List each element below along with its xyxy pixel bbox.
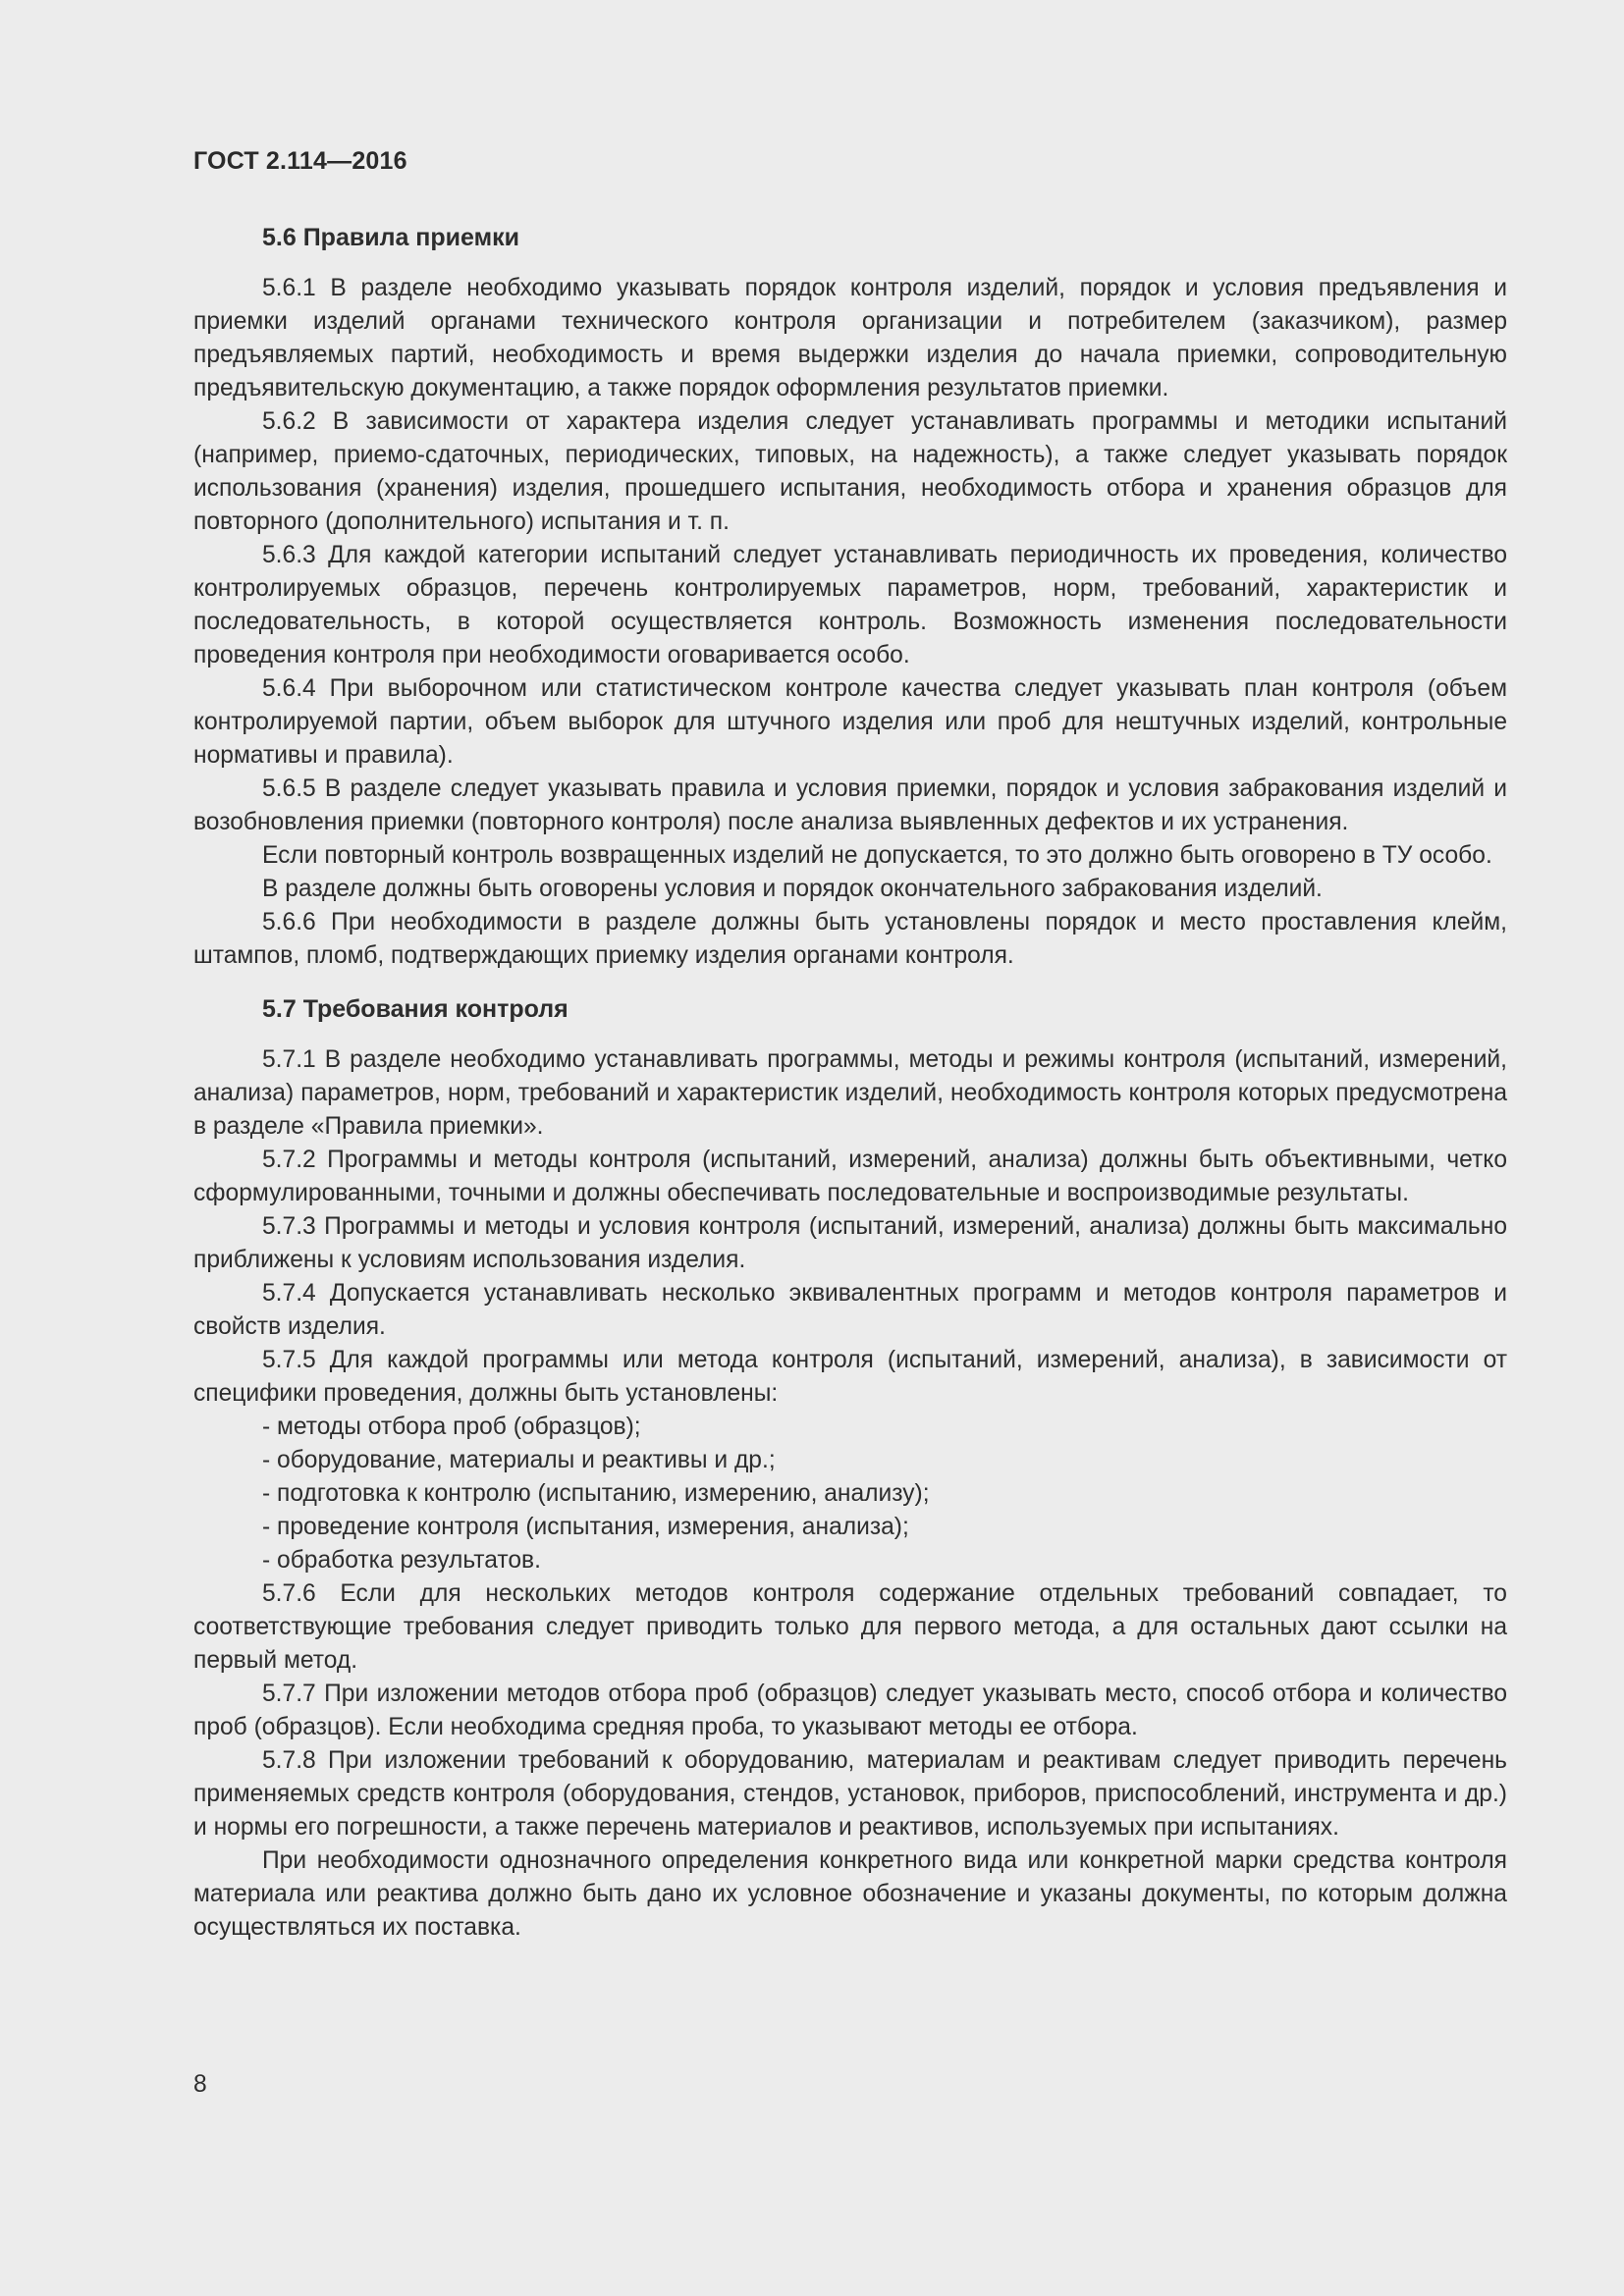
paragraph-5-7-2: 5.7.2 Программы и методы контроля (испытаний, измерений, анализа) должны быть объективными, четко сформулированными, точными и должны обеспечивать последовательные и воспроизводимые результаты. (193, 1147, 1507, 1206)
paragraph-5-6-5-note-1: Если повторный контроль возвращенных изделий не допускается, то это должно быть оговорено в ТУ особо. (262, 842, 1492, 869)
paragraph-5-7-7: 5.7.7 При изложении методов отбора проб (образцов) следует указывать место, способ отбора и количество проб (образцов). Если необходима средняя проба, то указывают методы ее отбора. (193, 1681, 1507, 1740)
paragraph-5-7-8: 5.7.8 При изложении требований к оборудованию, материалам и реактивам следует приводить перечень применяемых средств контроля (оборудования, стендов, установок, приборов, приспособлений, инструмента и др.) и нормы его погрешности, а также перечень материалов и реактивов, используемых при испытаниях. (193, 1747, 1507, 1841)
paragraph-5-6-1: 5.6.1 В разделе необходимо указывать порядок контроля изделий, порядок и условия предъявления и приемки изделий органами технического контроля организации и потребителем (заказчиком), размер предъявляемых партий, необходимость и время выдержки изделия до начала приемки, сопроводительную предъявительскую документацию, а также порядок оформления результатов приемки. (193, 275, 1507, 401)
document-header: ГОСТ 2.114—2016 (193, 147, 407, 175)
paragraph-5-7-4: 5.7.4 Допускается устанавливать несколько эквивалентных программ и методов контроля параметров и свойств изделия. (193, 1280, 1507, 1340)
list-item: - подготовка к контролю (испытанию, измерению, анализу); (262, 1480, 930, 1507)
document-body (193, 221, 1507, 1945)
section-title-5-7: 5.7 Требования контроля (262, 995, 568, 1023)
paragraph-5-6-5-note-2: В разделе должны быть оговорены условия и порядок окончательного забракования изделий. (262, 876, 1323, 902)
section-title-5-6: 5.6 Правила приемки (262, 224, 519, 251)
paragraph-5-6-3: 5.6.3 Для каждой категории испытаний следует устанавливать периодичность их проведения, количество контролируемых образцов, перечень контролируемых параметров, норм, требований, характеристик и последовательность, в которой осуществляется контроль. Возможность изменения последовательности проведения контроля при необходимости оговаривается особо. (193, 542, 1507, 668)
list-item: - методы отбора проб (образцов); (262, 1414, 641, 1440)
paragraph-5-6-4: 5.6.4 При выборочном или статистическом контроле качества следует указывать план контроля (объем контролируемой партии, объем выборок для штучного изделия или проб для нештучных изделий, контрольные нормативы и правила). (193, 675, 1507, 769)
paragraph-5-7-1: 5.7.1 В разделе необходимо устанавливать программы, методы и режимы контроля (испытаний, измерений, анализа) параметров, норм, требований и характеристик изделий, необходимость контроля которых предусмотрена в разделе «Правила приемки». (193, 1046, 1507, 1140)
paragraph-5-7-6: 5.7.6 Если для нескольких методов контроля содержание отдельных требований совпадает, то соответствующие требования следует приводить только для первого метода, а для остальных дают ссылки на первый метод. (193, 1580, 1507, 1674)
paragraph-5-7-8-note: При необходимости однозначного определения конкретного вида или конкретной марки средства контроля материала или реактива должно быть дано их условное обозначение и указаны документы, по которым должна осуществляться их поставка. (193, 1847, 1507, 1941)
paragraph-5-6-6: 5.6.6 При необходимости в разделе должны быть установлены порядок и место проставления клейм, штампов, пломб, подтверждающих приемку изделия органами контроля. (193, 909, 1507, 969)
paragraph-5-6-5: 5.6.5 В разделе следует указывать правила и условия приемки, порядок и условия забракования изделий и возобновления приемки (повторного контроля) после анализа выявленных дефектов и их устранения. (193, 775, 1507, 835)
list-item: - оборудование, материалы и реактивы и др.; (262, 1447, 776, 1473)
page-number: 8 (193, 2071, 207, 2098)
list-item: - обработка результатов. (262, 1547, 541, 1574)
paragraph-5-7-3: 5.7.3 Программы и методы и условия контроля (испытаний, измерений, анализа) должны быть максимально приближены к условиям использования изделия. (193, 1213, 1507, 1273)
paragraph-5-7-5: 5.7.5 Для каждой программы или метода контроля (испытаний, измерений, анализа), в зависимости от специфики проведения, должны быть установлены: (193, 1347, 1507, 1407)
paragraph-5-6-2: 5.6.2 В зависимости от характера изделия следует устанавливать программы и методики испытаний (например, приемо-сдаточных, периодических, типовых, на надежность), а также следует указывать порядок использования (хранения) изделия, прошедшего испытания, необходимость отбора и хранения образцов для повторного (дополнительного) испытания и т. п. (193, 408, 1507, 535)
list-item: - проведение контроля (испытания, измерения, анализа); (262, 1514, 909, 1540)
